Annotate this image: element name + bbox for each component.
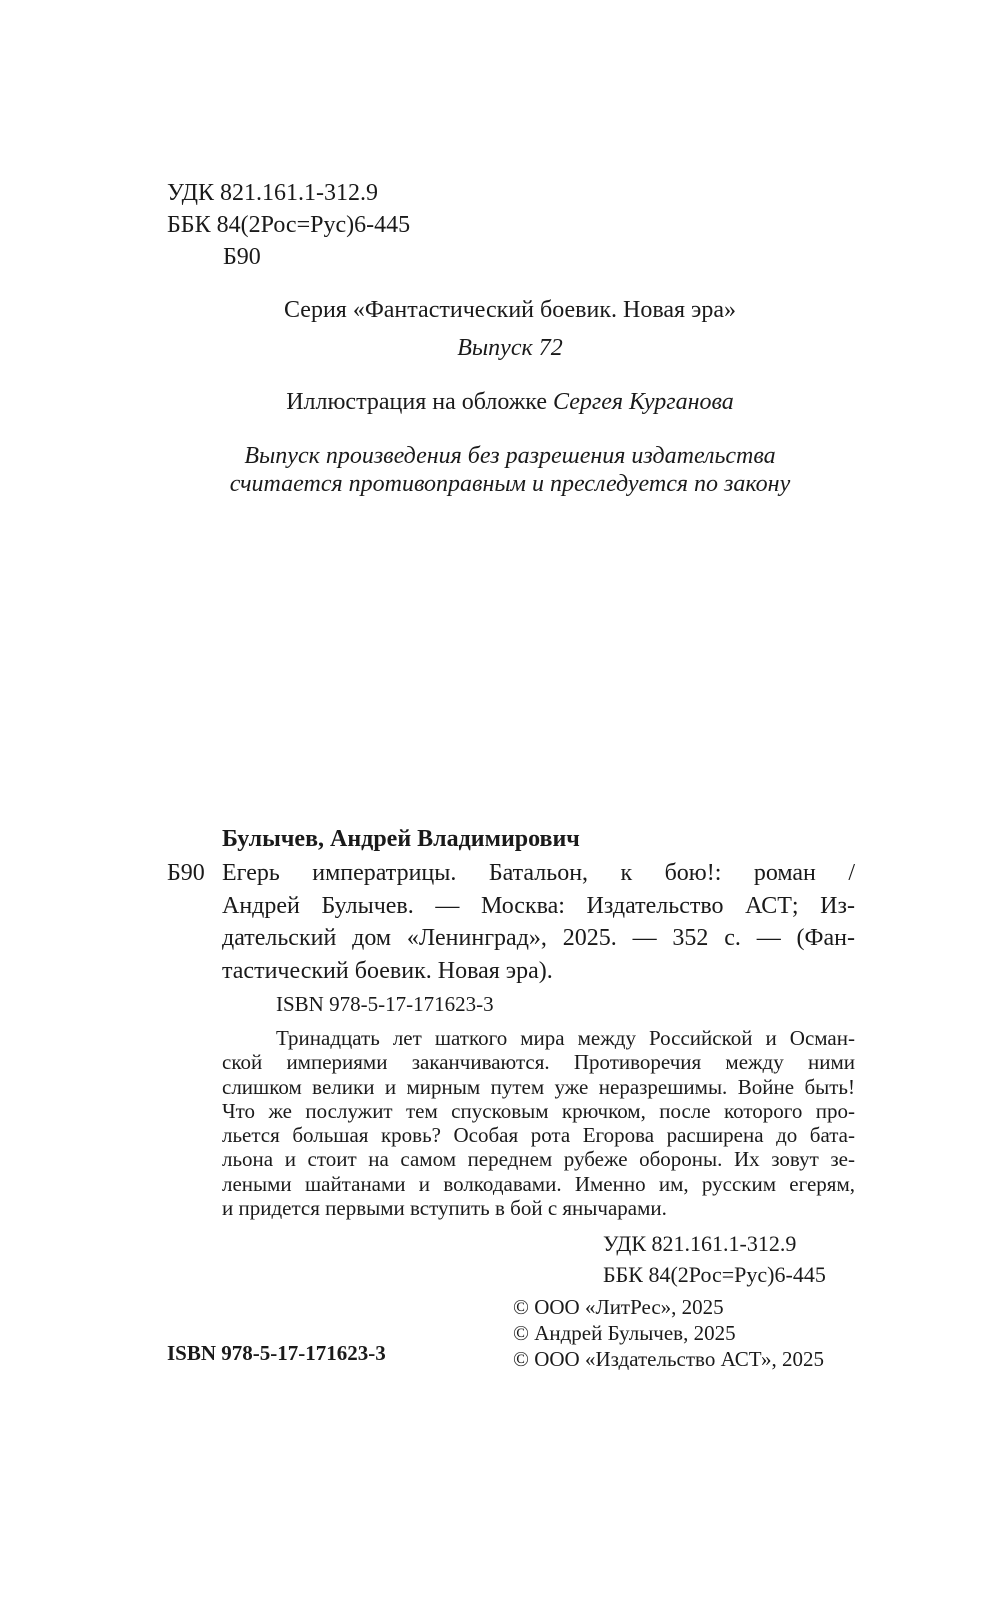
illustration-artist: Сергея Курганова: [553, 389, 734, 415]
illustration-prefix: Иллюстрация на обложке: [286, 389, 554, 415]
copyright-block: [513, 1294, 824, 1372]
bottom-bbk-code: ББК 84(2Рос=Рус)6-445: [603, 1262, 826, 1287]
series-line: Серия «Фантастический боевик. Новая эра»: [283, 297, 736, 323]
illustration-credit: [120, 386, 900, 418]
record-author: Булычев, Андрей Владимирович: [222, 826, 580, 852]
record-description-line: Егерь императрицы. Батальон, к бою!: роман /: [222, 860, 855, 886]
record-description-line: Андрей Булычев. — Москва: Издательство АСТ; Из-: [222, 892, 855, 919]
bottom-udc-code: УДК 821.161.1-312.9: [603, 1231, 797, 1256]
udc-code: УДК 821.161.1-312.9: [167, 180, 378, 206]
copyright-line: © Андрей Булычев, 2025: [513, 1321, 736, 1345]
record-cutter-code: Б90: [167, 860, 205, 886]
copyright-line: © ООО «Издательство АСТ», 2025: [513, 1347, 824, 1371]
legal-notice-line-2: считается противоправным и преследуется по закону: [229, 471, 791, 497]
record-description-line: дательский дом «Ленинград», 2025. — 352 с. — (Фан-: [222, 925, 855, 951]
annotation-line: слишком велики и мирным путем уже неразрешимы. Войне быть!: [222, 1074, 855, 1099]
record-isbn: ISBN 978-5-17-171623-3: [276, 992, 494, 1016]
author-cutter-code: Б90: [223, 244, 261, 270]
bottom-classification-block: [603, 1228, 826, 1290]
bbk-code: ББК 84(2Рос=Рус)6-445: [167, 212, 411, 238]
annotation-line: ской империями заканчиваются. Противоречия между ними: [222, 1050, 855, 1075]
annotation-line: льона и стоит на самом переднем рубеже обороны. Их зовут зе-: [222, 1147, 855, 1172]
copyright-line: © ООО «ЛитРес», 2025: [513, 1295, 724, 1319]
annotation-line: льется большая кровь? Особая рота Егорова расширена до бата-: [222, 1123, 855, 1148]
isbn-footer: ISBN 978-5-17-171623-3: [167, 1341, 386, 1365]
annotation-line: Что же послужит тем спусковым крючком, после которого про-: [222, 1098, 855, 1123]
record-description-line: тастический боевик. Новая эра).: [222, 957, 553, 984]
annotation-line: и придется первыми вступить в бой с янычарами.: [222, 1196, 667, 1221]
annotation-line: Тринадцать лет шаткого мира между Российской и Осман-: [276, 1026, 855, 1050]
legal-notice-line-1: Выпуск произведения без разрешения издательства: [244, 443, 776, 469]
series-issue: Выпуск 72: [457, 335, 563, 361]
record-description: [222, 857, 855, 987]
annotation: [222, 1026, 855, 1220]
annotation-line: леными шайтанами и волкодавами. Именно им, русским егерям,: [222, 1171, 855, 1196]
classification-block: [167, 177, 410, 273]
